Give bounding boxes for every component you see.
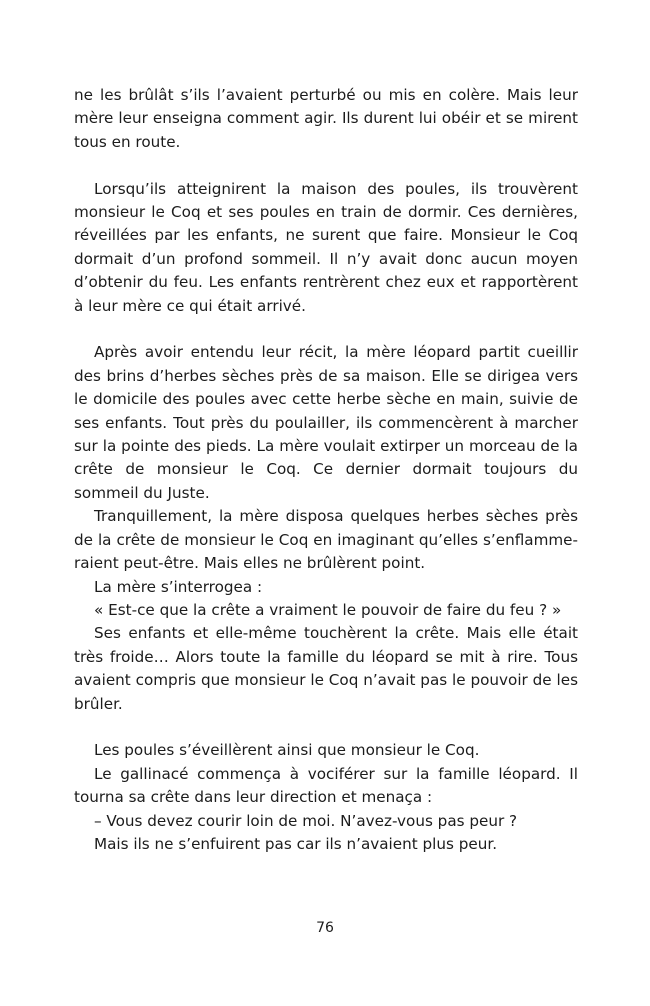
paragraph: Le gallinacé commença à vociférer sur la famille léopard. Il tourna sa crête dans leur direction et menaça :	[74, 764, 578, 807]
page-number: 76	[316, 920, 334, 936]
paragraph: Lorsqu’ils atteignirent la maison des poules, ils trouvèrent monsieur le Coq et ses poules en train de dormir. Ces dernières, réveillées par les enfants, ne surent que faire. Monsieur le Coq dormait d’un profond sommeil. Il n’y avait donc aucun moyen d’obtenir du feu. Les enfants rentrèrent chez eux et rapportèrent à leur mère ce qui était arrivé.	[74, 179, 578, 315]
paragraph: Après avoir entendu leur récit, la mère léopard partit cueillir des brins d’herbes sèches près de sa maison. Elle se dirigea vers le domicile des poules avec cette herbe sèche en main, suivie de ses enfants. Tout près du poulailler, ils commencèrent à marcher sur la pointe des pieds. La mère voulait extirper un morceau de la crête de monsieur le Coq. Ce dernier dormait toujours du sommeil du Juste.	[74, 343, 578, 502]
paragraph-dialogue: – Vous devez courir loin de moi. N’avez-vous pas peur ?	[94, 811, 518, 830]
paragraph-continuation: ne les brûlât s’ils l’avaient perturbé ou mis en colère. Mais leur mère leur enseigna comment agir. Ils durent lui obéir et se mirent tous en route.	[74, 86, 578, 151]
paragraph-quote: « Est-ce que la crête a vraiment le pouvoir de faire du feu ? »	[94, 600, 562, 619]
body-text	[74, 84, 578, 856]
paragraph: Tranquillement, la mère disposa quelques herbes sèches près de la crête de monsieur le Coq en imaginant qu’elles s’enflammeraient peut-être. Mais elles ne brûlèrent point.	[74, 507, 578, 573]
paragraph: Ses enfants et elle-même touchèrent la crête. Mais elle était très froide… Alors toute la famille du léopard se mit à rire. Tous avaient compris que monsieur le Coq n’avait pas le pouvoir de les brûler.	[74, 624, 578, 713]
paragraph: Mais ils ne s’enfuirent pas car ils n’avaient plus peur.	[94, 834, 498, 853]
paragraph: La mère s’interrogea :	[94, 577, 263, 596]
paragraph: Les poules s’éveillèrent ainsi que monsieur le Coq.	[94, 741, 480, 760]
